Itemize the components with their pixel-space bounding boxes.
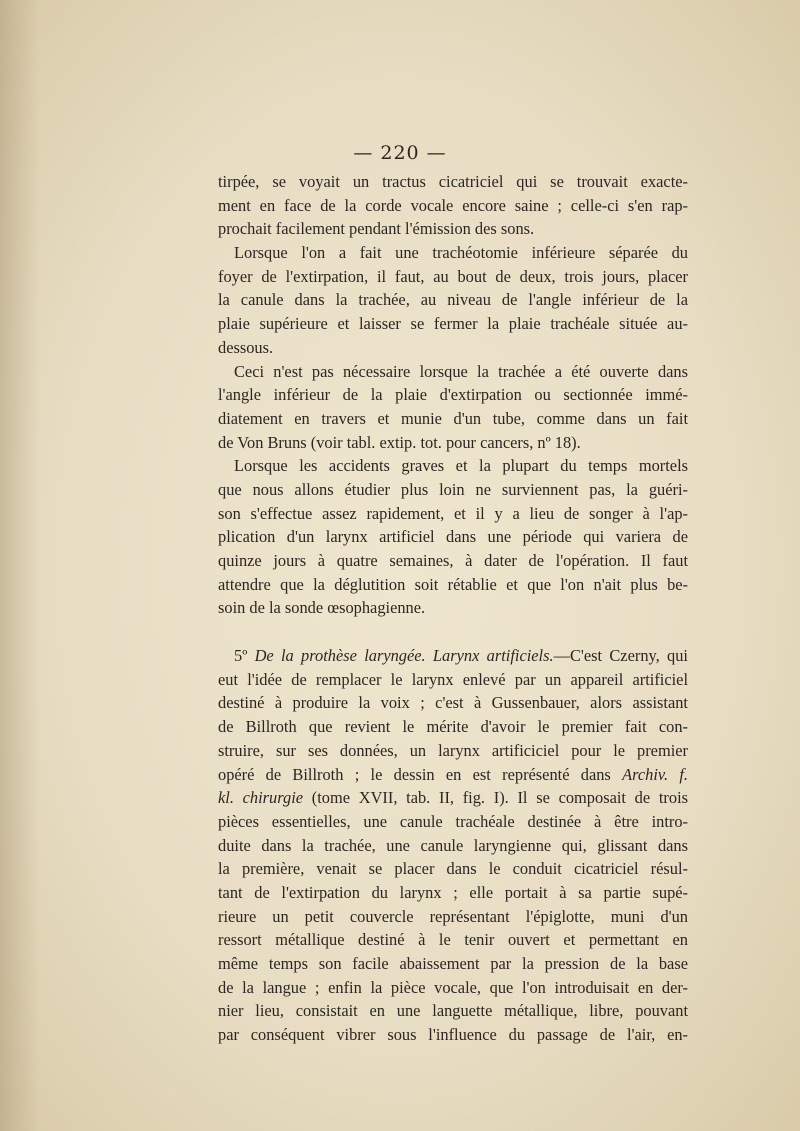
text-line: son s'effectue assez rapidement, et il y a lieu de songer à l'ap- bbox=[218, 503, 688, 523]
text-line: prochait facilement pendant l'émission des sons. bbox=[218, 219, 535, 239]
text-line: l'angle inférieur de la plaie d'extirpation ou sectionnée immé- bbox=[218, 385, 688, 405]
section-heading-line bbox=[218, 644, 688, 668]
text-line: nier lieu, consistait en une languette métallique, libre, pouvant bbox=[218, 1001, 688, 1021]
text-line bbox=[218, 786, 688, 810]
text-line: Lorsque les accidents graves et la plupart du temps mortels bbox=[234, 456, 688, 476]
paragraph bbox=[218, 241, 688, 359]
text-line: tirpée, se voyait un tractus cicatriciel qui se trouvait exacte- bbox=[218, 172, 688, 191]
text-line: plication d'un larynx artificiel dans une période qui variera de bbox=[218, 527, 688, 547]
text-line: ment en face de la corde vocale encore saine ; celle-ci s'en rap- bbox=[218, 195, 688, 215]
text-line: pièces essentielles, une canule trachéale destinée à être intro- bbox=[218, 811, 688, 831]
body-text bbox=[218, 170, 688, 1047]
paragraph bbox=[218, 170, 688, 241]
text-line: de Von Bruns (voir tabl. extip. tot. pour cancers, nº 18). bbox=[218, 432, 581, 452]
text-line: quinze jours à quatre semaines, à dater de l'opération. Il faut bbox=[218, 551, 688, 570]
text-line: rieure un petit couvercle représentant l'épiglotte, muni d'un bbox=[218, 906, 688, 926]
text-line: ressort métallique destiné à le tenir ouvert et permettant en bbox=[218, 930, 688, 950]
text-line: destiné à produire la voix ; c'est à Gussenbauer, alors assistant bbox=[218, 693, 688, 713]
text-line: diatement en travers et munie d'un tube, comme dans un fait bbox=[218, 408, 688, 428]
text-line: la première, venait se placer dans le conduit cicatriciel résul- bbox=[218, 859, 688, 879]
text-line: par conséquent vibrer sous l'influence du passage de l'air, en- bbox=[218, 1025, 688, 1045]
text-line: de la langue ; enfin la pièce vocale, que l'on introduisait en der- bbox=[218, 977, 688, 997]
journal-title: Archiv. f. bbox=[622, 764, 688, 784]
text-line: struire, sur ses données, un larynx artificiciel pour le premier bbox=[218, 740, 688, 760]
text-line: que nous allons étudier plus loin ne surviennent pas, la guéri- bbox=[218, 479, 688, 499]
text-line bbox=[218, 763, 688, 787]
text-line: Ceci n'est pas nécessaire lorsque la trachée a été ouverte dans bbox=[234, 361, 688, 381]
text-line: de Billroth que revient le mérite d'avoir le premier fait con- bbox=[218, 717, 688, 737]
paragraph bbox=[218, 644, 688, 1047]
text-line: soin de la sonde œsophagienne. bbox=[218, 598, 426, 618]
text-line: attendre que la déglutition soit rétablie et que l'on n'ait plus be- bbox=[218, 574, 688, 594]
text-line: foyer de l'extirpation, il faut, au bout de deux, trois jours, placer bbox=[218, 266, 688, 286]
paragraph bbox=[218, 360, 688, 455]
text-run: opéré de Billroth ; le dessin en est représenté dans bbox=[218, 764, 611, 784]
text-line: dessous. bbox=[218, 337, 274, 357]
page-number: — 220 — bbox=[353, 142, 447, 164]
section-gap bbox=[218, 620, 688, 644]
text-line: Lorsque l'on a fait une trachéotomie inférieure séparée du bbox=[234, 243, 688, 263]
section-number: 5º bbox=[234, 646, 248, 666]
text-run: —C'est Czerny, qui bbox=[553, 646, 688, 666]
text-line: plaie supérieure et laisser se fermer la plaie trachéale située au- bbox=[218, 314, 688, 334]
text-line: eut l'idée de remplacer le larynx enlevé par un appareil artificiel bbox=[218, 669, 688, 689]
journal-title: kl. chirurgie bbox=[218, 788, 304, 808]
text-line: duite dans la trachée, une canule laryngienne qui, glissant dans bbox=[218, 835, 688, 855]
paragraph bbox=[218, 454, 688, 620]
text-run: (tome XVII, tab. II, fig. I). Il se composait de trois bbox=[311, 788, 689, 808]
text-line: même temps son facile abaissement par la pression de la base bbox=[218, 954, 688, 973]
page-edge-shadow bbox=[0, 0, 40, 1131]
section-title: De la prothèse laryngée. Larynx artificiels. bbox=[254, 646, 554, 666]
text-line: la canule dans la trachée, au niveau de l'angle inférieur de la bbox=[218, 290, 688, 310]
text-line: tant de l'extirpation du larynx ; elle portait à sa partie supé- bbox=[218, 882, 688, 902]
